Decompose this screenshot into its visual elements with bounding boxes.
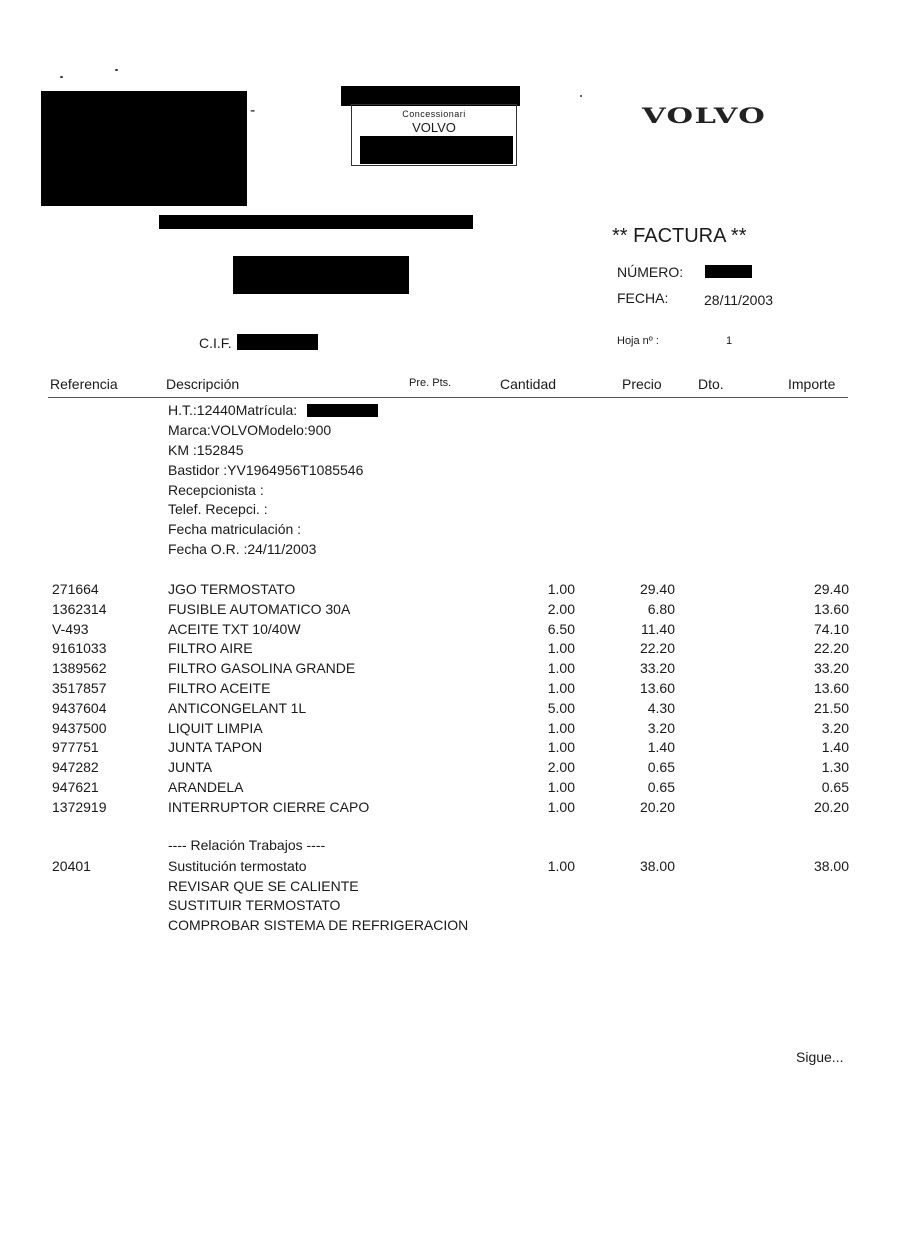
item-ref: 9437500 [52, 720, 107, 736]
col-pre-pts: Pre. Pts. [409, 377, 452, 389]
item-desc: ANTICONGELANT 1L [168, 700, 307, 716]
item-price: 0.65 [647, 779, 675, 795]
labor-price: 38.00 [639, 858, 675, 874]
scan-speck [115, 69, 118, 71]
item-ref: 3517857 [52, 680, 107, 696]
item-desc: FILTRO AIRE [168, 640, 253, 656]
labor-note: REVISAR QUE SE CALIENTE [168, 878, 359, 894]
labor-note: COMPROBAR SISTEMA DE REFRIGERACION [168, 917, 469, 933]
item-desc: ACEITE TXT 10/40W [168, 621, 301, 637]
item-ref: 977751 [52, 739, 99, 755]
col-descripcion: Descripción [166, 376, 240, 392]
item-price: 22.20 [639, 640, 675, 656]
item-amount: 21.50 [813, 700, 849, 716]
item-qty: 6.50 [547, 621, 575, 637]
table-row [0, 581, 900, 601]
vehicle-info-line: Fecha matriculación : [168, 521, 302, 537]
table-row [0, 680, 900, 700]
labor-heading: ---- Relación Trabajos ---- [168, 837, 326, 853]
item-desc: FILTRO ACEITE [168, 680, 271, 696]
vehicle-info-line: H.T.:12440Matrícula: [168, 402, 298, 418]
redacted-cif [237, 334, 318, 350]
item-price: 13.60 [639, 680, 675, 696]
cif-label: C.I.F. [199, 335, 232, 351]
labor-amount: 38.00 [813, 858, 849, 874]
item-amount: 1.30 [821, 759, 849, 775]
item-qty: 1.00 [547, 799, 575, 815]
item-ref: 1389562 [52, 660, 107, 676]
item-qty: 1.00 [547, 739, 575, 755]
item-amount: 29.40 [813, 581, 849, 597]
vehicle-info-line: Bastidor :YV1964956T1085546 [168, 462, 364, 478]
redacted-company-logo [41, 91, 247, 206]
redacted-address-line [159, 215, 473, 229]
labor-ref: 20401 [52, 858, 91, 874]
item-amount: 3.20 [821, 720, 849, 736]
item-price: 4.30 [647, 700, 675, 716]
invoice-date-value: 28/11/2003 [704, 292, 774, 308]
table-row [0, 720, 900, 740]
item-desc: FUSIBLE AUTOMATICO 30A [168, 601, 351, 617]
item-price: 33.20 [639, 660, 675, 676]
vehicle-info-line: Recepcionista : [168, 482, 264, 498]
labor-desc: Sustitución termostato [168, 858, 307, 874]
item-desc: JUNTA [168, 759, 213, 775]
item-qty: 2.00 [547, 601, 575, 617]
item-price: 1.40 [647, 739, 675, 755]
item-qty: 1.00 [547, 640, 575, 656]
sheet-value: 1 [726, 335, 733, 347]
vehicle-info-line: Marca:VOLVOModelo:900 [168, 422, 332, 438]
item-amount: 74.10 [813, 621, 849, 637]
redacted-stamp-detail [360, 136, 513, 164]
labor-qty: 1.00 [547, 858, 575, 874]
labor-row [0, 858, 900, 878]
table-row [0, 601, 900, 621]
invoice-number-label: NÚMERO: [617, 264, 684, 280]
item-ref: 947621 [52, 779, 99, 795]
table-row [0, 799, 900, 819]
item-ref: 1362314 [52, 601, 107, 617]
header-rule [48, 397, 848, 398]
scan-speck [60, 76, 63, 78]
labor-note: SUSTITUIR TERMOSTATO [168, 897, 341, 913]
col-referencia: Referencia [50, 376, 118, 392]
redacted-invoice-number [705, 265, 752, 278]
item-desc: INTERRUPTOR CIERRE CAPO [168, 799, 370, 815]
continues-label: Sigue... [796, 1049, 844, 1065]
table-row [0, 739, 900, 759]
table-row [0, 779, 900, 799]
invoice-title: ** FACTURA ** [612, 225, 747, 247]
item-desc: ARANDELA [168, 779, 244, 795]
item-ref: 1372919 [52, 799, 107, 815]
table-row [0, 700, 900, 720]
concessionaire-label: Concessionari [402, 109, 466, 119]
table-row [0, 759, 900, 779]
item-price: 20.20 [639, 799, 675, 815]
volvo-logo: VOLVO [642, 103, 767, 128]
item-amount: 13.60 [813, 601, 849, 617]
item-desc: LIQUIT LIMPIA [168, 720, 263, 736]
redacted-header-top [341, 86, 520, 106]
invoice-date-label: FECHA: [617, 290, 669, 306]
item-qty: 2.00 [547, 759, 575, 775]
item-ref: 9161033 [52, 640, 107, 656]
item-desc: JGO TERMOSTATO [168, 581, 296, 597]
vehicle-info-line: Fecha O.R. :24/11/2003 [168, 541, 317, 557]
item-amount: 20.20 [813, 799, 849, 815]
item-ref: 9437604 [52, 700, 107, 716]
table-row [0, 621, 900, 641]
sheet-label: Hoja nº : [617, 335, 659, 347]
redacted-plate [307, 404, 378, 417]
item-qty: 1.00 [547, 660, 575, 676]
header-dash: - [250, 102, 256, 119]
item-price: 29.40 [639, 581, 675, 597]
table-row [0, 660, 900, 680]
col-cantidad: Cantidad [500, 376, 557, 392]
item-ref: 947282 [52, 759, 99, 775]
item-qty: 1.00 [547, 779, 575, 795]
item-ref: V-493 [52, 621, 89, 637]
col-precio: Precio [622, 376, 662, 392]
item-amount: 22.20 [813, 640, 849, 656]
item-amount: 13.60 [813, 680, 849, 696]
item-qty: 5.00 [547, 700, 575, 716]
scan-speck [580, 95, 582, 97]
col-importe: Importe [788, 376, 836, 392]
item-qty: 1.00 [547, 720, 575, 736]
item-qty: 1.00 [547, 581, 575, 597]
item-desc: FILTRO GASOLINA GRANDE [168, 660, 356, 676]
item-price: 11.40 [641, 621, 675, 637]
concessionaire-brand: VOLVO [412, 120, 456, 135]
item-price: 0.65 [647, 759, 675, 775]
item-qty: 1.00 [547, 680, 575, 696]
item-price: 6.80 [647, 601, 675, 617]
vehicle-info-line: Telef. Recepci. : [168, 501, 268, 517]
item-desc: JUNTA TAPON [168, 739, 263, 755]
redacted-customer-block [233, 256, 409, 294]
item-ref: 271664 [52, 581, 99, 597]
item-amount: 1.40 [821, 739, 849, 755]
table-row [0, 640, 900, 660]
col-dto: Dto. [698, 376, 724, 392]
vehicle-info-line: KM :152845 [168, 442, 244, 458]
item-amount: 33.20 [813, 660, 849, 676]
item-price: 3.20 [647, 720, 675, 736]
item-amount: 0.65 [821, 779, 849, 795]
